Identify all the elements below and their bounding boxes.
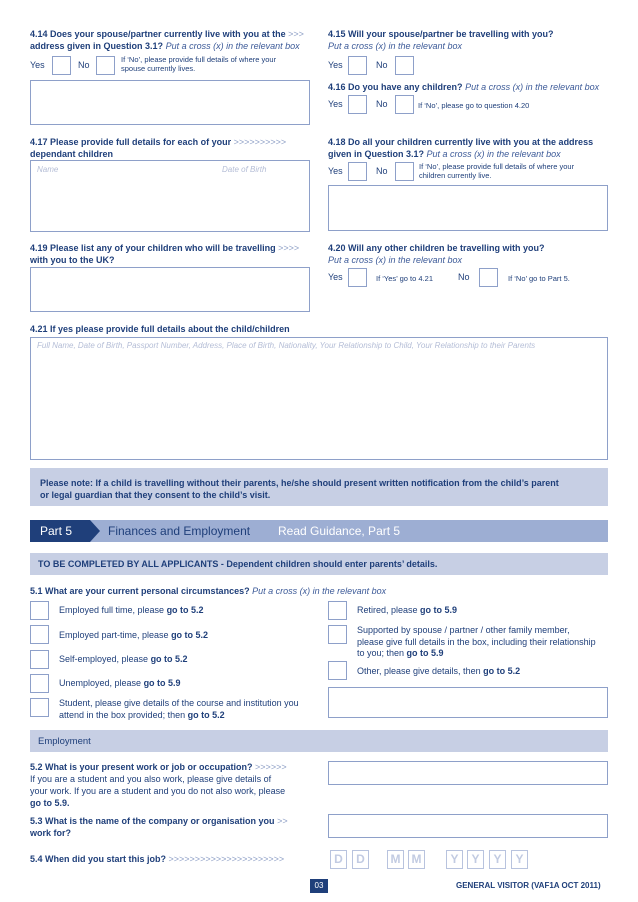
q54-month-1[interactable]: M bbox=[387, 850, 404, 869]
q52-text: 5.2 What is your present work or job or occupation? >>>>>> If you are a student and you also work, please give details of your work. If you are a student and you do not also work, please go to 5.9. bbox=[30, 762, 287, 808]
q51-self-employed-checkbox[interactable] bbox=[30, 650, 49, 669]
q417-dob-placeholder: Date of Birth bbox=[222, 165, 267, 174]
q415-title: 4.15 Will your spouse/partner be travelling with you? Put a cross (x) in the relevant box bbox=[328, 29, 554, 51]
q421-details-box[interactable] bbox=[30, 337, 608, 460]
q416-title: 4.16 Do you have any children? Put a cross (x) in the relevant box bbox=[328, 82, 600, 92]
q414-note: If ‘No’, please provide full details of where your spouse currently lives. bbox=[121, 55, 277, 73]
q414-yes-label: Yes bbox=[30, 60, 45, 70]
q420-no-label: No bbox=[458, 272, 470, 282]
part5-title: Finances and Employment bbox=[108, 524, 251, 538]
q420-title: 4.20 Will any other children be travelling with you? Put a cross (x) in the relevant box bbox=[328, 243, 545, 265]
q420-no-checkbox[interactable] bbox=[479, 268, 498, 287]
q418-note: If ‘No’, please provide full details of where your children currently live. bbox=[419, 162, 575, 180]
form-code: GENERAL VISITOR (VAF1A OCT 2011) bbox=[456, 881, 601, 890]
q51-employed-part-checkbox[interactable] bbox=[30, 625, 49, 644]
q51-unemployed-checkbox[interactable] bbox=[30, 674, 49, 693]
q54-day-1[interactable]: D bbox=[330, 850, 347, 869]
q415-yes-label: Yes bbox=[328, 60, 343, 70]
q416-no-checkbox[interactable] bbox=[395, 95, 414, 114]
q416-note: If ‘No’, please go to question 4.20 bbox=[418, 101, 530, 110]
q417-details-box[interactable] bbox=[30, 160, 310, 232]
q418-no-checkbox[interactable] bbox=[395, 162, 414, 181]
q54-year-1[interactable]: Y bbox=[446, 850, 463, 869]
q53-text: 5.3 What is the name of the company or organisation you >> work for? bbox=[30, 816, 288, 838]
q54-year-4[interactable]: Y bbox=[511, 850, 528, 869]
q51-retired-label: Retired, please go to 5.9 bbox=[357, 605, 458, 615]
part5-tag: Part 5 bbox=[40, 524, 73, 538]
q52-input[interactable] bbox=[328, 761, 608, 785]
q414-details-box[interactable] bbox=[30, 80, 310, 125]
q418-yes-label: Yes bbox=[328, 166, 343, 176]
q414-no-label: No bbox=[78, 60, 90, 70]
q420-yes-checkbox[interactable] bbox=[348, 268, 367, 287]
q414-no-checkbox[interactable] bbox=[96, 56, 115, 75]
q419-title: 4.19 Please list any of your children who will be travelling >>>> with you to the UK? bbox=[30, 243, 300, 265]
q417-title: 4.17 Please provide full details for each of your >>>>>>>>>> dependant children bbox=[30, 137, 287, 159]
q417-name-placeholder: Name bbox=[37, 165, 59, 174]
q54-month-2[interactable]: M bbox=[408, 850, 425, 869]
q51-employed-full-label: Employed full time, please go to 5.2 bbox=[59, 605, 204, 615]
q51-student-checkbox[interactable] bbox=[30, 698, 49, 717]
q51-other-checkbox[interactable] bbox=[328, 661, 347, 680]
q420-yes-note: If ‘Yes’ go to 4.21 bbox=[376, 274, 433, 283]
part5-header bbox=[30, 520, 608, 542]
q415-no-checkbox[interactable] bbox=[395, 56, 414, 75]
q51-title: 5.1 What are your current personal circumstances? Put a cross (x) in the relevant box bbox=[30, 586, 387, 596]
q418-title: 4.18 Do all your children currently live with you at the address given in Question 3.1? Put a cross (x) in the relevant box bbox=[328, 137, 594, 159]
q416-yes-checkbox[interactable] bbox=[348, 95, 367, 114]
part5-guidance-link[interactable]: Read Guidance, Part 5 bbox=[278, 524, 401, 538]
q415-no-label: No bbox=[376, 60, 388, 70]
child-travel-note: Please note: If a child is travelling without their parents, he/she should present written notification from the child’s parent or legal guardian that they consent to the child’s visit. bbox=[40, 478, 559, 500]
q418-no-label: No bbox=[376, 166, 388, 176]
q51-student-label: Student, please give details of the course and institution you attend in the box provided; then go to 5.2 bbox=[59, 698, 299, 720]
q418-details-box[interactable] bbox=[328, 185, 608, 231]
q54-text: 5.4 When did you start this job? >>>>>>>>>>>>>>>>>>>>>> bbox=[30, 854, 285, 864]
q421-title: 4.21 If yes please provide full details about the child/children bbox=[30, 324, 290, 334]
child-travel-note-band bbox=[30, 468, 608, 506]
all-applicants-band bbox=[30, 553, 608, 575]
q419-details-box[interactable] bbox=[30, 267, 310, 312]
q54-year-3[interactable]: Y bbox=[489, 850, 506, 869]
q420-no-note: If ‘No’ go to Part 5. bbox=[508, 274, 570, 283]
q54-day-2[interactable]: D bbox=[352, 850, 369, 869]
q51-unemployed-label: Unemployed, please go to 5.9 bbox=[59, 678, 181, 688]
q51-details-box[interactable] bbox=[328, 687, 608, 718]
q414-title: 4.14 Does your spouse/partner currently live with you at the >>> address given in Question 3.1? Put a cross (x) in the relevant box bbox=[30, 29, 304, 51]
q51-employed-full-checkbox[interactable] bbox=[30, 601, 49, 620]
q420-yes-label: Yes bbox=[328, 272, 343, 282]
q416-no-label: No bbox=[376, 99, 388, 109]
page-number: 03 bbox=[310, 879, 328, 893]
q51-retired-checkbox[interactable] bbox=[328, 601, 347, 620]
q51-employed-part-label: Employed part-time, please go to 5.2 bbox=[59, 630, 209, 640]
q416-yes-label: Yes bbox=[328, 99, 343, 109]
employment-band bbox=[30, 730, 608, 752]
q414-yes-checkbox[interactable] bbox=[52, 56, 71, 75]
q51-supported-label: Supported by spouse / partner / other family member, please give full details in the box, including their relationship to you; then go to 5.9 bbox=[357, 625, 596, 658]
q51-supported-checkbox[interactable] bbox=[328, 625, 347, 644]
q53-input[interactable] bbox=[328, 814, 608, 838]
employment-heading: Employment bbox=[38, 736, 91, 747]
q415-yes-checkbox[interactable] bbox=[348, 56, 367, 75]
q51-self-employed-label: Self-employed, please go to 5.2 bbox=[59, 654, 188, 664]
q54-year-2[interactable]: Y bbox=[467, 850, 484, 869]
q421-placeholder: Full Name, Date of Birth, Passport Number, Address, Place of Birth, Nationality, Your Relationship to Child, Your Relationship to their Parents bbox=[37, 341, 536, 350]
q51-other-label: Other, please give details, then go to 5.2 bbox=[357, 666, 521, 676]
all-applicants-text: TO BE COMPLETED BY ALL APPLICANTS - Dependent children should enter parents’ details. bbox=[38, 559, 438, 569]
q418-yes-checkbox[interactable] bbox=[348, 162, 367, 181]
